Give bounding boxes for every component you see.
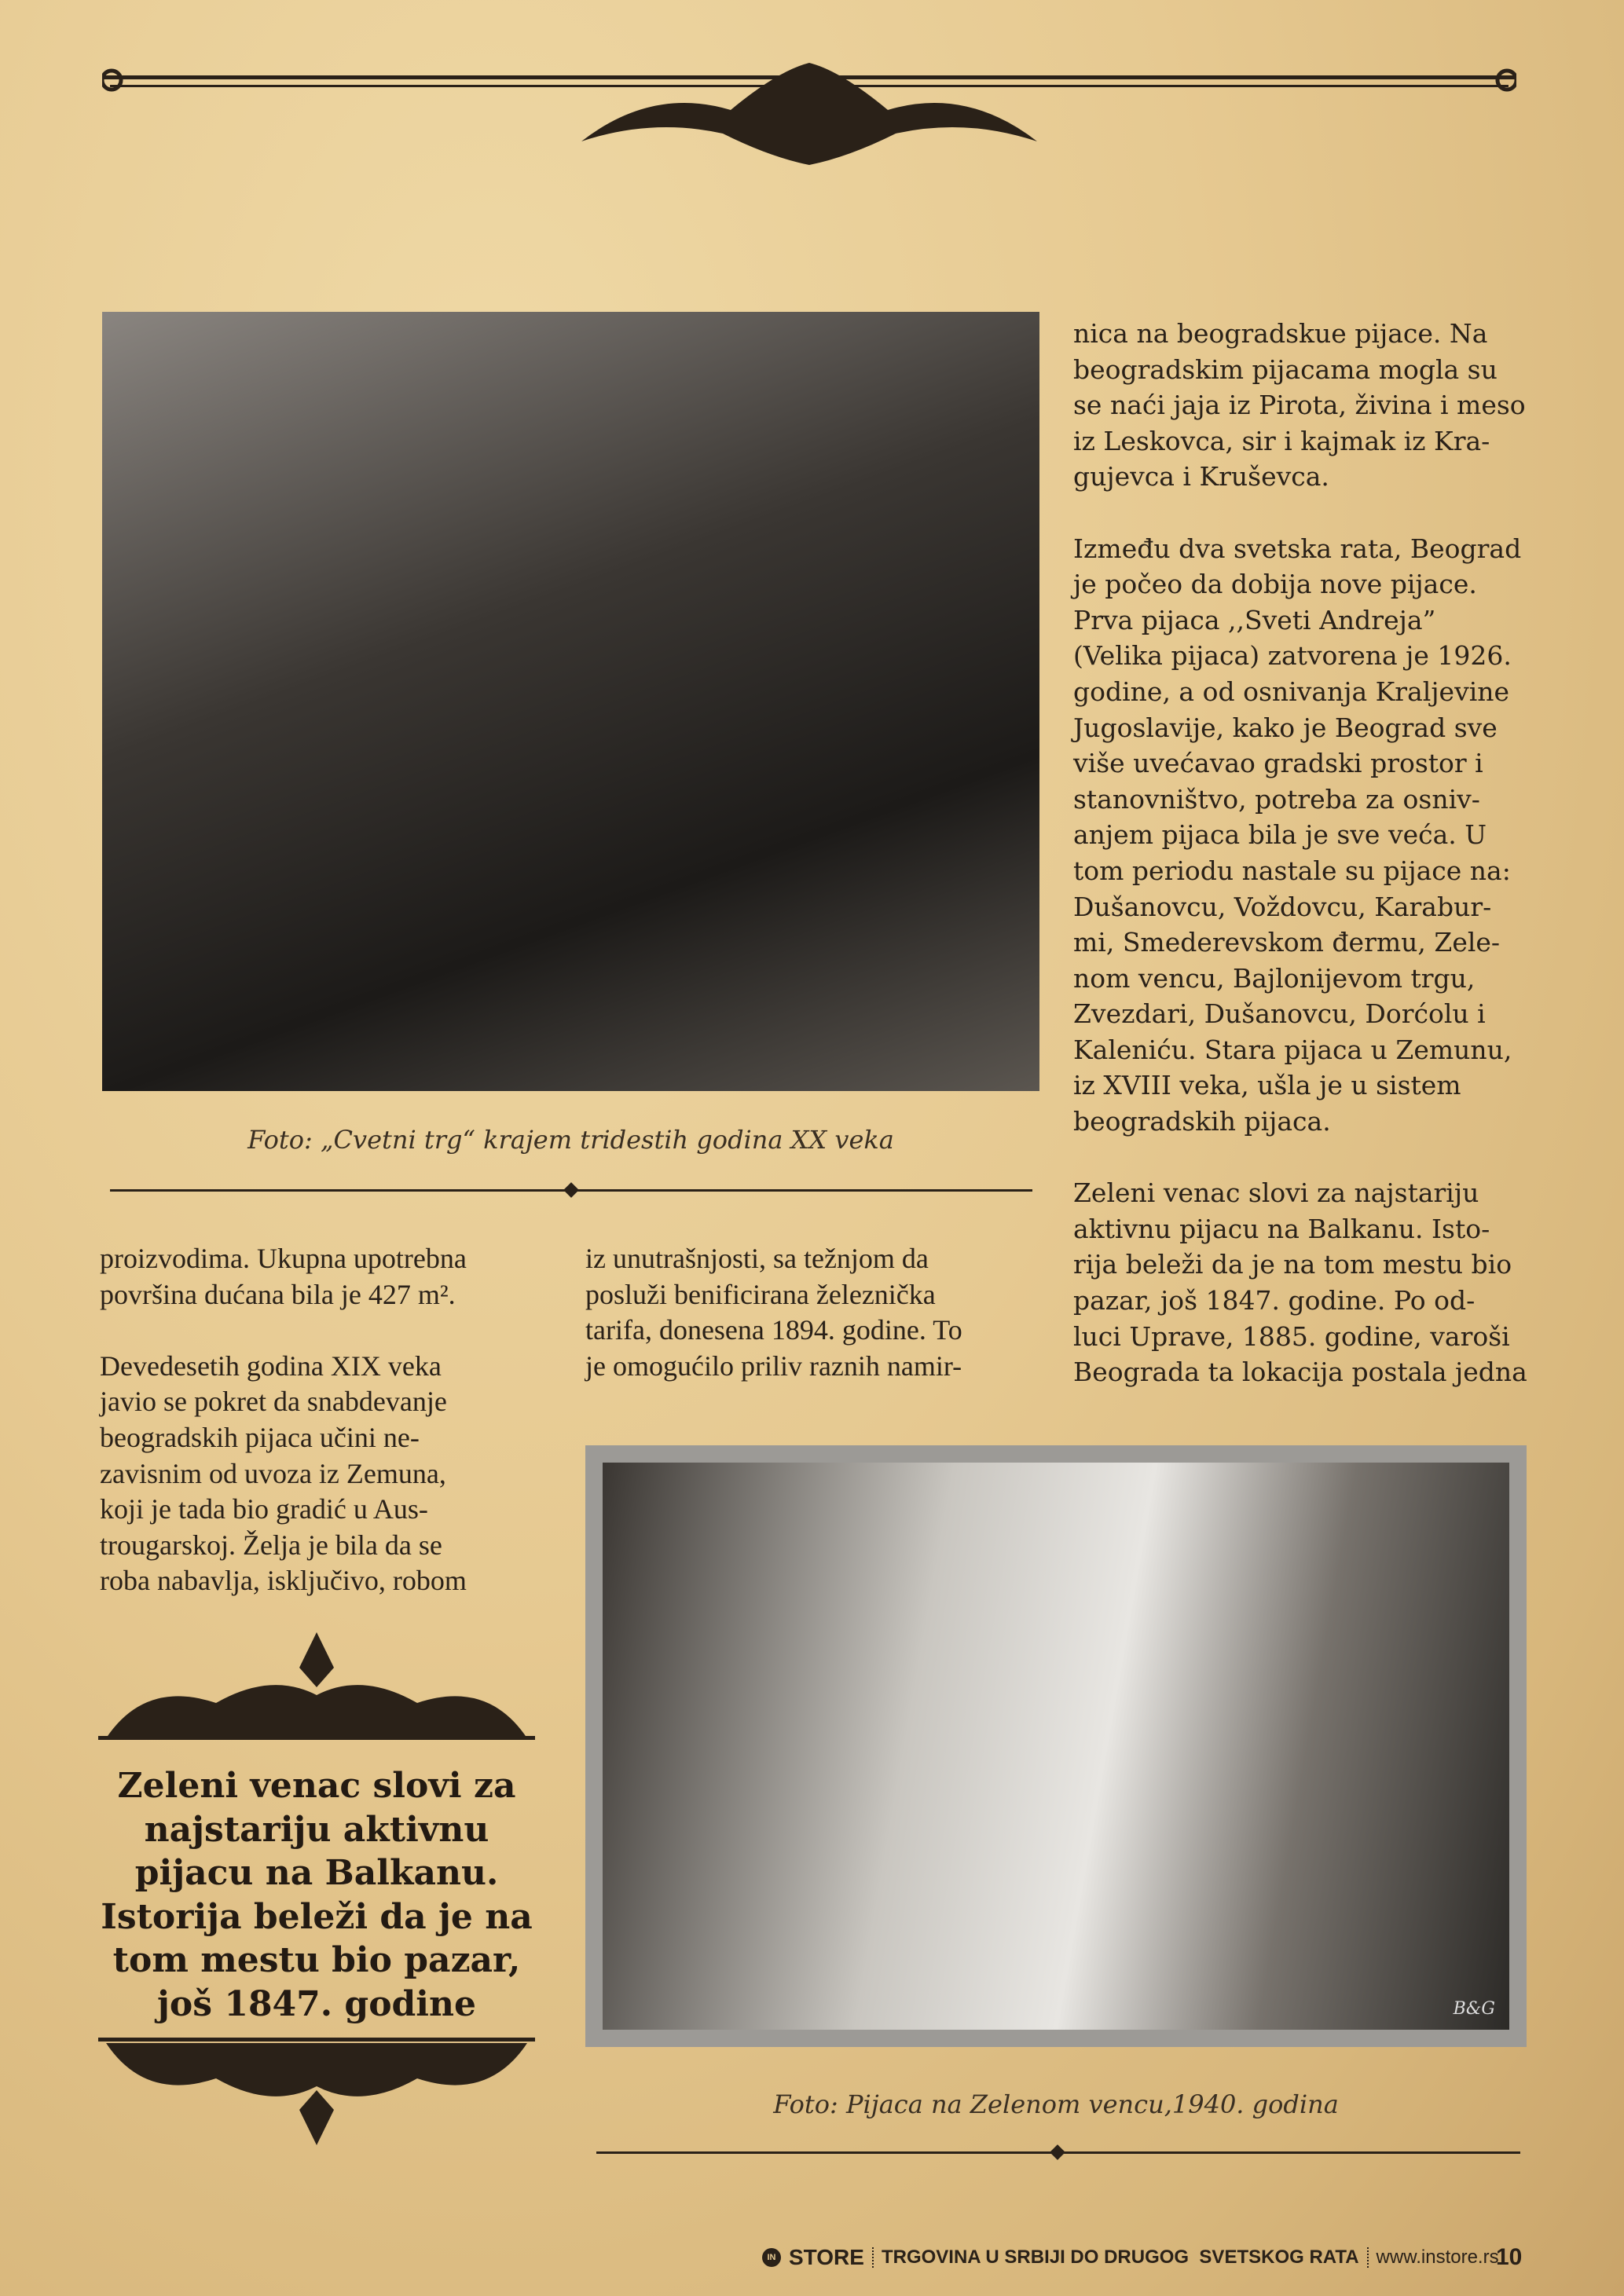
instore-logo-text: STORE bbox=[789, 2245, 864, 2269]
text-line: zavisnim od uvoza iz Zemuna, bbox=[100, 1457, 446, 1489]
text-line: proizvodima. Ukupna upotrebna bbox=[100, 1243, 467, 1274]
pull-quote-ornament-bottom bbox=[98, 2035, 535, 2145]
text-line: trougarskoj. Želja je bila da se bbox=[100, 1529, 442, 1561]
text-line bbox=[1073, 495, 1527, 531]
text-line: Dušanovcu, Voždovcu, Karabur- bbox=[1073, 891, 1492, 922]
page-number: 10 bbox=[1496, 2244, 1523, 2270]
text-line: Zeleni venac slovi za najstariju bbox=[1073, 1177, 1479, 1209]
text-line: je počeo da dobija nove pijace. bbox=[1073, 569, 1477, 600]
caption-photo-1: Foto: „Cvetni trg“ krajem tridestih godina XX veka bbox=[247, 1125, 894, 1155]
pull-quote-ornament-top bbox=[98, 1632, 535, 1742]
text-line: površina dućana bila je 427 m². bbox=[100, 1278, 456, 1310]
text-line: stanovništvo, potreba za osniv- bbox=[1073, 783, 1480, 815]
photo-zeleni-venac-market bbox=[585, 1445, 1527, 2047]
footer-url[interactable]: www.instore.rs bbox=[1376, 2247, 1499, 2268]
text-line: godine, a od osnivanja Kraljevine bbox=[1073, 676, 1510, 707]
caption-photo-2: Foto: Pijaca na Zelenom vencu,1940. godina bbox=[773, 2089, 1339, 2119]
text-line: tarifa, donesena 1894. godine. To bbox=[585, 1314, 962, 1346]
text-line: pazar, još 1847. godine. Po od- bbox=[1073, 1285, 1476, 1316]
text-line bbox=[100, 1313, 467, 1349]
text-line: iz Leskovca, sir i kajmak iz Kra- bbox=[1073, 425, 1490, 456]
text-line: mi, Smederevskom đermu, Zele- bbox=[1073, 927, 1501, 958]
text-line: Između dva svetska rata, Beograd bbox=[1073, 533, 1522, 564]
divider-1 bbox=[110, 1185, 1032, 1196]
text-line: (Velika pijaca) zatvorena je 1926. bbox=[1073, 640, 1512, 672]
page-footer bbox=[762, 2244, 1523, 2270]
text-line: Zvezdari, Dušanovcu, Dorćolu i bbox=[1073, 998, 1486, 1030]
text-line: anjem pijaca bila je sve veća. U bbox=[1073, 819, 1487, 851]
text-line: više uvećavao gradski prostor i bbox=[1073, 748, 1483, 779]
divider-2 bbox=[596, 2147, 1520, 2158]
text-line: javio se pokret da snabdevanje bbox=[100, 1386, 447, 1418]
text-line: Jugoslavije, kako je Beograd sve bbox=[1073, 712, 1498, 743]
text-line bbox=[1073, 1140, 1527, 1176]
text-line: Beograda ta lokacija postala jedna bbox=[1073, 1357, 1527, 1388]
text-line: nica na beogradskue pijace. Na bbox=[1073, 318, 1488, 349]
text-line: beogradskih pijaca. bbox=[1073, 1106, 1331, 1137]
text-line: beogradskih pijaca učini ne- bbox=[100, 1421, 420, 1453]
text-line: tom periodu nastale su pijace na: bbox=[1073, 855, 1511, 886]
text-line: aktivnu pijacu na Balkanu. Isto- bbox=[1073, 1213, 1490, 1244]
text-line: Kaleniću. Stara pijaca u Zemunu, bbox=[1073, 1034, 1512, 1065]
photo-cvetni-trg-market bbox=[102, 312, 1039, 1091]
instore-logo-badge: IN bbox=[762, 2248, 781, 2267]
text-line: iz XVIII veka, ušla je u sistem bbox=[1073, 1070, 1461, 1101]
text-line: Prva pijaca ,,Sveti Andreja” bbox=[1073, 604, 1436, 635]
text-line: rija beleži da je na tom mestu bio bbox=[1073, 1249, 1512, 1280]
text-line: nom vencu, Bajlonijevom trgu, bbox=[1073, 962, 1476, 994]
text-line: se naći jaja iz Pirota, živina i meso bbox=[1073, 390, 1526, 421]
text-line: posluži benificirana železnička bbox=[585, 1278, 936, 1310]
text-column-middle bbox=[585, 1241, 962, 1384]
text-line: iz unutrašnjosti, sa težnjom da bbox=[585, 1243, 929, 1274]
footer-title: TRGOVINA U SRBIJI DO DRUGOG SVETSKOG RATA bbox=[881, 2247, 1359, 2268]
photo-watermark: B&G bbox=[1453, 1999, 1495, 2019]
text-line: luci Uprave, 1885. godine, varoši bbox=[1073, 1320, 1510, 1352]
text-column-left bbox=[100, 1241, 467, 1599]
pull-quote: Zeleni venac slovi za najstariju aktivnu pijacu na Balkanu. Istorija beleži da je na tom mestu bio pazar, još 1847. godine bbox=[101, 1766, 533, 2024]
text-line: beogradskim pijacama mogla su bbox=[1073, 353, 1498, 385]
text-line: koji je tada bio gradić u Aus- bbox=[100, 1493, 428, 1525]
text-column-right bbox=[1073, 316, 1527, 1390]
text-line: gujevca i Kruševca. bbox=[1073, 461, 1329, 493]
top-ornament bbox=[102, 55, 1516, 169]
text-line: roba nabavlja, isključivo, robom bbox=[100, 1565, 467, 1597]
text-line: je omogućilo priliv raznih namir- bbox=[585, 1349, 962, 1382]
text-line: Devedesetih godina XIX veka bbox=[100, 1349, 442, 1382]
